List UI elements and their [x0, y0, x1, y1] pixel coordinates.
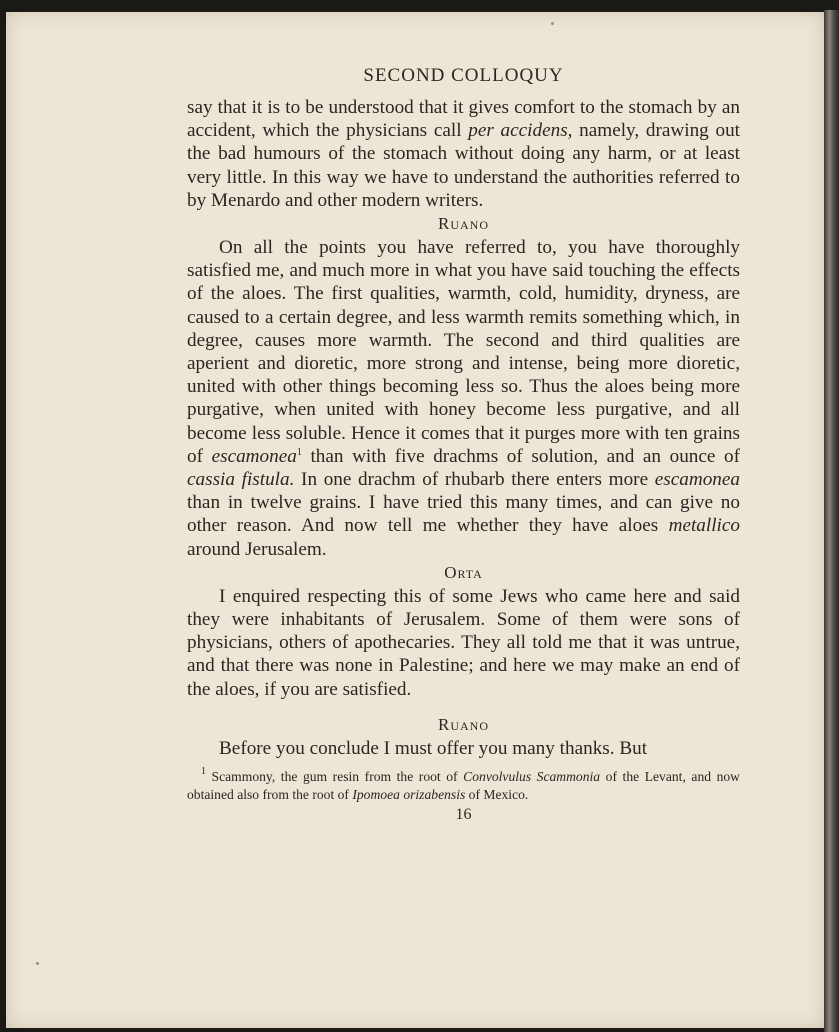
page-number: 16 [455, 806, 472, 824]
text-block [187, 60, 740, 824]
paragraph-text: In one drachm of rhubarb there enters more [294, 469, 655, 491]
paragraph-text: than with five drachms of solution, and an ounce of [301, 445, 741, 467]
speaker-heading-ruano: Ruano [437, 714, 489, 734]
italic-term: escamonea [654, 469, 740, 491]
footnote-reference: 1 [296, 446, 302, 458]
italic-term: Convolvulus Scammonia [463, 769, 601, 785]
paragraph-2 [187, 236, 740, 561]
italic-term: Ipomoea orizabensis [352, 787, 466, 803]
italic-term: metallico [668, 515, 740, 537]
paragraph-text: namely, drawing out the bad humours of the stomach without doing any harm, or at least very little. In this way we have to understand the authorities referred to by Menardo and other modern writers. [187, 120, 740, 211]
paragraph-text: On all the points you have referred to, you have thoroughly satisfied me, and much more in what you have said touching the effects of the aloes. The first qualities, warmth, cold, humidity, dryness, are caused to a certain degree, and less warmth remits something which, in degree, causes more warmth. The second and third qualities are aperient and dioretic, more strong and intense, being more dioretic, united with other things becoming less so. Thus the aloes being more purgative, when united with honey become less purgative, and all become less soluble. Hence it comes that it purges more with ten grains of [187, 237, 740, 467]
paragraph-text: around Jerusalem. [187, 538, 327, 560]
footnote-segment: of Mexico. [465, 787, 529, 803]
paragraph-1 [187, 96, 740, 212]
paragraph-3: I enquired respecting this of some Jews who came here and said they were inhabitants of Jerusalem. Some of them were sons of physicians, others of apothecaries. They all told me that it was untrue, and that there was none in Palestine; and here we may make an end of the aloes, if you are satisfied. [187, 585, 740, 700]
page-edge [824, 10, 839, 1032]
footnote-mark: 1 [201, 766, 206, 778]
paragraph-4: Before you conclude I must offer you many thanks. But [219, 737, 648, 759]
footnote [187, 768, 740, 804]
speaker-heading-orta: Orta [444, 562, 483, 582]
running-head: SECOND COLLOQUY [363, 65, 564, 86]
paper-speck [36, 962, 39, 965]
italic-term: escamonea [211, 445, 297, 467]
footnote-segment: Scammony, the gum resin from the root of [206, 769, 464, 785]
footnote-segment: of the Levant, and now obtained also from the root of [187, 769, 741, 803]
paragraph-text: than in twelve grains. I have tried this many times, and can give no other reason. And now tell me whether they have aloes [187, 492, 740, 537]
paragraph-text: say that it is to be understood that it gives comfort to the stomach by an accident, which the physicians call [187, 97, 740, 142]
speaker-heading-ruano: Ruano [437, 214, 489, 234]
italic-term: cassia fistula. [187, 469, 295, 491]
paper-speck [551, 22, 554, 25]
footnote-text [187, 768, 740, 804]
italic-term: per accidens, [468, 120, 573, 142]
